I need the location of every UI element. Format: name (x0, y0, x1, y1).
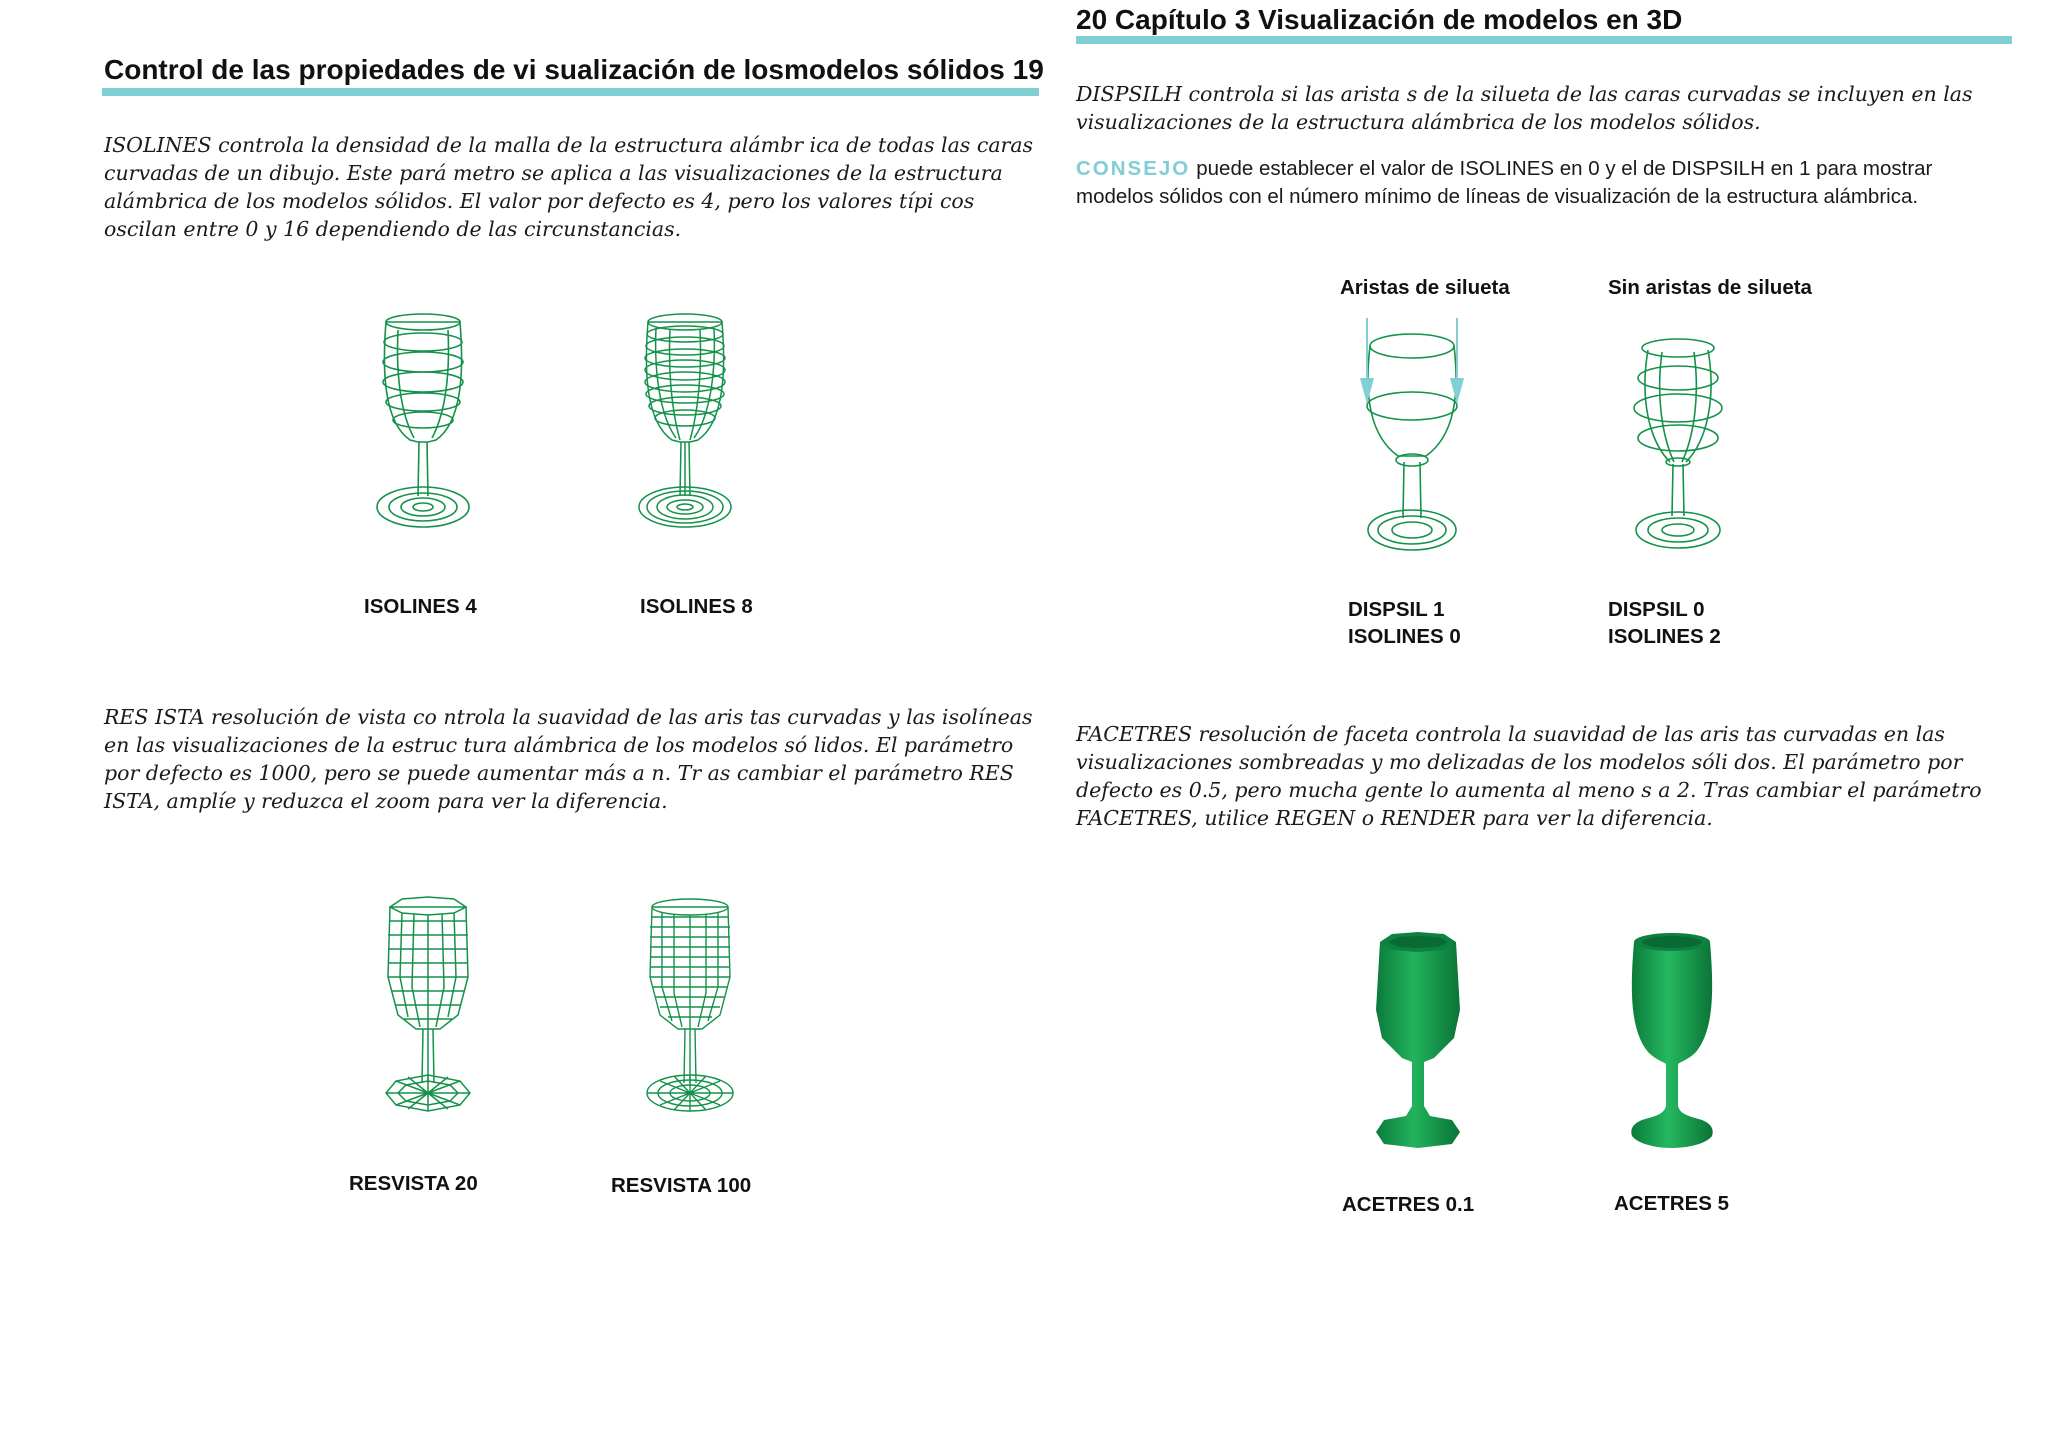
caption-dispsilh-0 (1608, 596, 1721, 650)
facetres-paragraph: FACETRES resolución de faceta controla la suavidad de las aris tas curvadas en las visualizaciones sombreadas y mo delizadas de los modelos sóli dos. El parámetro por defecto es 0.5, pero mucha gente lo aumenta al meno s a 2. Tras cambiar el parámetro FACETRES, utilice REGEN o RENDER para ver la diferencia. (1076, 722, 1982, 830)
caption-dispsilh-0-line1: DISPSIL 0 (1608, 598, 1705, 621)
caption-facetres-0-1: ACETRES 0.1 (1342, 1193, 1475, 1216)
wireframe-glass-isolines-4 (368, 312, 478, 532)
resvista-paragraph: RES ISTA resolución de vista co ntrola la suavidad de las aris tas curvadas y las isolíneas en las visualizaciones de la estruc tura alámbrica de los modelos só lidos. El parámetro por defecto es 1000, pero se puede aumentar más a n. Tr as cambiar el parámetro RES ISTA, amplíe y reduzca el zoom para ver la diferencia. (104, 705, 1033, 813)
caption-dispsilh-0-line2: ISOLINES 2 (1608, 625, 1721, 648)
tip-label: CONSEJO (1076, 157, 1191, 180)
silhouette-glass-dispsilh-1 (1352, 316, 1472, 556)
caption-resvista-100: RESVISTA 100 (611, 1174, 752, 1197)
caption-dispsilh-1 (1348, 596, 1461, 650)
caption-facetres-5: ACETRES 5 (1614, 1192, 1730, 1215)
left-page-header: Control de las propiedades de vi sualización de losmodelos sólidos 19 (104, 54, 1044, 85)
right-page-header: 20 Capítulo 3 Visualización de modelos en 3D (1076, 4, 1683, 35)
shaded-glass-facetres-5 (1622, 930, 1722, 1150)
fig-head-without-silhouette: Sin aristas de silueta (1608, 276, 1812, 299)
caption-isolines-4: ISOLINES 4 (364, 595, 477, 618)
arrow-icon (1360, 318, 1464, 404)
caption-dispsilh-1-line1: DISPSIL 1 (1348, 598, 1445, 621)
tip-text: puede establecer el valor de ISOLINES en 0 y el de DISPSILH en 1 para mostrar modelos sólidos con el número mínimo de líneas de visualización de la estructura alámbrica. (1076, 157, 1933, 208)
caption-isolines-8: ISOLINES 8 (640, 595, 753, 618)
caption-dispsilh-1-line2: ISOLINES 0 (1348, 625, 1461, 648)
right-header-rule (1076, 36, 2012, 44)
wireframe-glass-resvista-20 (378, 897, 478, 1117)
caption-resvista-20: RESVISTA 20 (349, 1172, 478, 1195)
tip-paragraph (1076, 155, 2006, 211)
shaded-glass-facetres-0-1 (1368, 930, 1468, 1150)
wireframe-glass-isolines-8 (630, 312, 740, 532)
wireframe-glass-resvista-100 (640, 897, 740, 1117)
left-header-rule (102, 88, 1039, 96)
dispsilh-paragraph: DISPSILH controla si las arista s de la silueta de las caras curvadas se incluyen en las visualizaciones de la estructura alámbrica de los modelos sólidos. (1076, 82, 1973, 134)
isolines-paragraph: ISOLINES controla la densidad de la malla de la estructura alámbr ica de todas las caras curvadas de un dibujo. Este pará metro se aplica a las visualizaciones de la estructura alámbrica de los modelos sólidos. El valor por defecto es 4, pero los valores típi cos oscilan entre 0 y 16 dependiendo de las circunstancias. (104, 133, 1034, 241)
fig-head-with-silhouette: Aristas de silueta (1340, 276, 1510, 299)
wireframe-glass-dispsilh-0 (1618, 336, 1738, 556)
